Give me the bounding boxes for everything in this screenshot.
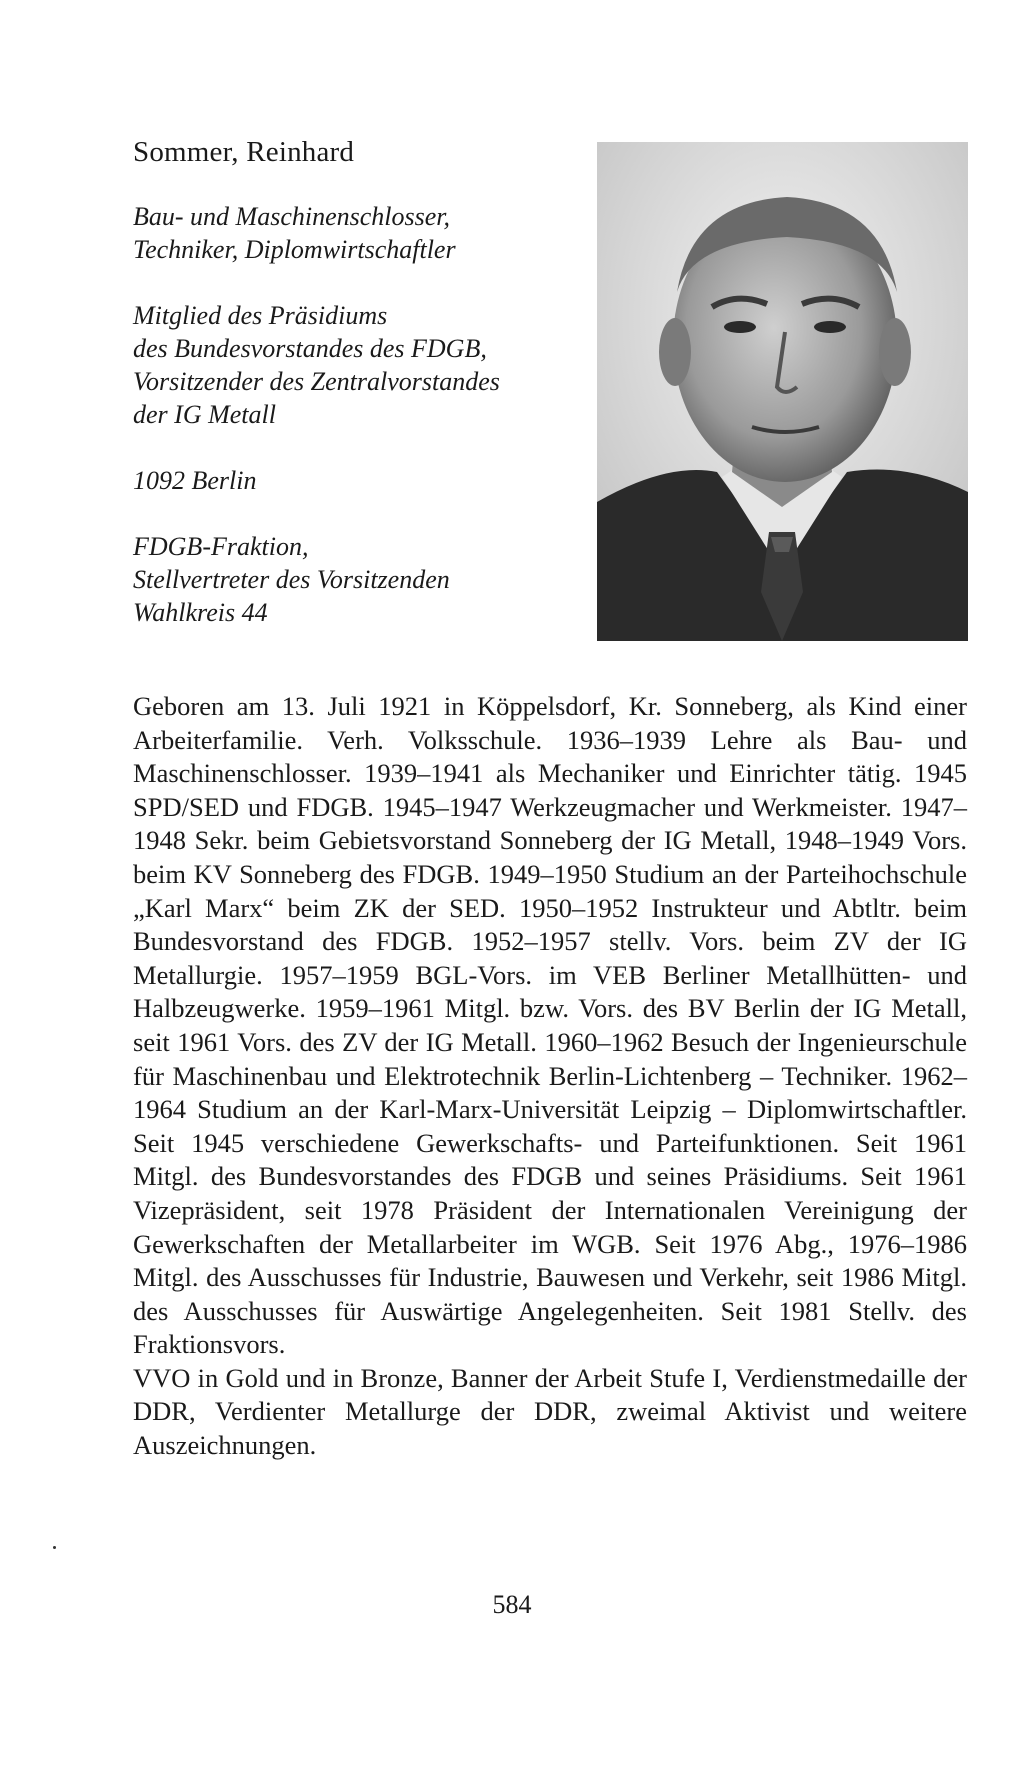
faction-line: Stellvertreter des Vorsitzenden (133, 565, 450, 594)
location-group (133, 464, 573, 497)
biography-paragraph: Geboren am 13. Juli 1921 in Köppelsdorf, Kr. Sonneberg, als Kind einer Arbeiterfamilie. Verh. Volksschule. 1936–1939 Lehre als Bau- und Maschinenschlosser. 1939–1941 als Mechaniker und Einrichter tätig. 1945 SPD/SED und FDGB. 1945–1947 Werkzeugmacher und Werkmeister. 1947–1948 Sekr. beim Gebietsvorstand Sonneberg der IG Metall, 1948–1949 Vors. beim KV Sonneberg des FDGB. 1949–1950 Studium an der Parteihochschule „Karl Marx“ beim ZK der SED. 1950–1952 Instrukteur und Abtltr. beim Bundesvorstand des FDGB. 1952–1957 stellv. Vors. beim ZV der IG Metallurgie. 1957–1959 BGL-Vors. im VEB Berliner Metallhütten- und Halbzeugwerke. 1959–1961 Mitgl. bzw. Vors. des BV Berlin der IG Metall, seit 1961 Vors. des ZV der IG Metall. 1960–1962 Besuch der Ingenieurschule für Maschinenbau und Elektrotechnik Berlin-Lichtenberg – Techniker. 1962–1964 Studium an der Karl-Marx-Universität Leipzig – Diplomwirtschaftler. Seit 1945 verschiedene Gewerkschafts- und Parteifunktionen. Seit 1961 Mitgl. des Bundesvorstandes des FDGB und seines Präsidiums. Seit 1961 Vizepräsident, seit 1978 Präsident der Internationalen Vereinigung der Gewerkschaften der Metallarbeiter im WGB. Seit 1976 Abg., 1976–1986 Mitgl. des Ausschusses für Industrie, Bauwesen und Verkehr, seit 1986 Mitgl. des Ausschusses für Auswärtige Angelegenheiten. Seit 1981 Stellv. des Fraktionsvors. (133, 691, 967, 1360)
profession-line: Bau- und Maschinenschlosser, (133, 202, 451, 231)
profession-group (133, 200, 573, 266)
biography-text (133, 690, 967, 1463)
page-number: 584 (492, 1590, 532, 1619)
position-line: Vorsitzender des Zentralvorstandes (133, 367, 500, 396)
positions-group (133, 299, 573, 431)
position-line: der IG Metall (133, 400, 276, 429)
faction-group (133, 530, 573, 629)
faction-line: FDGB-Fraktion, (133, 532, 309, 561)
portrait-image (597, 142, 968, 641)
awards-paragraph: VVO in Gold und in Bronze, Banner der Arbeit Stufe I, Verdienstmedaille der DDR, Verdienter Metallurge der DDR, zweimal Aktivist und weitere Auszeichnungen. (133, 1362, 967, 1461)
position-line: Mitglied des Präsidiums (133, 301, 388, 330)
portrait-photo (597, 142, 968, 641)
entry-header (133, 200, 573, 662)
position-line: des Bundesvorstandes des FDGB, (133, 334, 487, 363)
person-name: Sommer, Reinhard (133, 136, 355, 168)
faction-line: Wahlkreis 44 (133, 598, 268, 627)
margin-dot (53, 1546, 56, 1549)
location: 1092 Berlin (133, 466, 257, 495)
profession-line: Techniker, Diplomwirtschaftler (133, 235, 456, 264)
